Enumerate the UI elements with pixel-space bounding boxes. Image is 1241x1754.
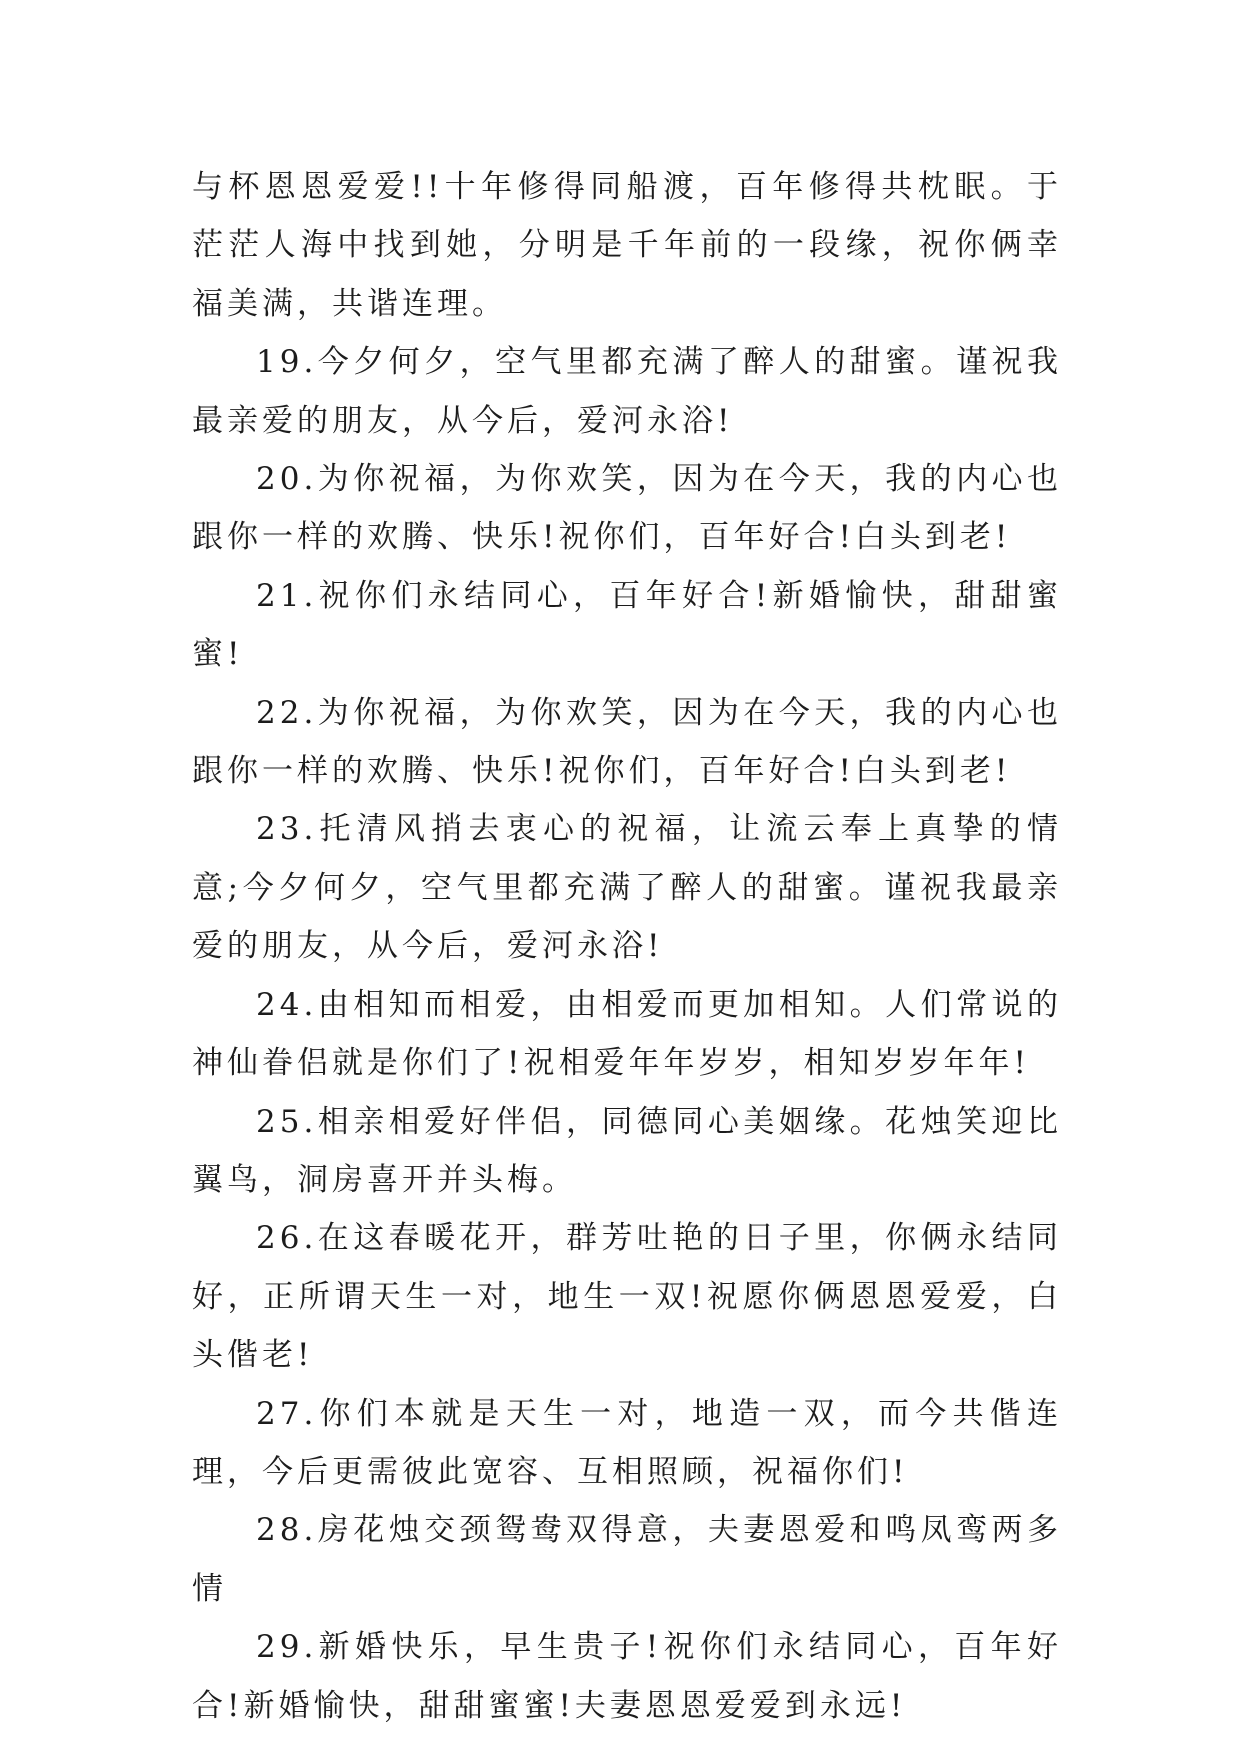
paragraph-22: 22.为你祝福，为你欢笑，因为在今天，我的内心也跟你一样的欢腾、快乐!祝你们，百年好合!白头到老! <box>192 694 1062 790</box>
paragraph-29: 29.新婚快乐，早生贵子!祝你们永结同心，百年好合!新婚愉快，甜甜蜜蜜!夫妻恩恩爱爱到永远! <box>192 1629 1062 1724</box>
paragraph-21: 21.祝你们永结同心，百年好合!新婚愉快，甜甜蜜蜜! <box>192 577 1062 673</box>
paragraph-18-continuation: 与杯恩恩爱爱!!十年修得同船渡，百年修得共枕眠。于茫茫人海中找到她，分明是千年前的一段缘，祝你俩幸福美满，共谐连理。 <box>192 169 1062 322</box>
paragraph-27: 27.你们本就是天生一对，地造一双，而今共偕连理，今后更需彼此宽容、互相照顾，祝福你们! <box>192 1395 1062 1490</box>
paragraph-26: 26.在这春暖花开，群芳吐艳的日子里，你俩永结同好，正所谓天生一对，地生一双!祝愿你俩恩恩爱爱，白头偕老! <box>192 1220 1062 1374</box>
document-body <box>192 158 1062 1735</box>
paragraph-28: 28.房花烛交颈鸳鸯双得意，夫妻恩爱和鸣凤鸾两多情 <box>192 1512 1062 1607</box>
paragraph-25: 25.相亲相爱好伴侣，同德同心美姻缘。花烛笑迎比翼鸟，洞房喜开并头梅。 <box>192 1103 1062 1198</box>
paragraph-19: 19.今夕何夕，空气里都充满了醉人的甜蜜。谨祝我最亲爱的朋友，从今后，爱河永浴! <box>192 344 1062 439</box>
paragraph-24: 24.由相知而相爱，由相爱而更加相知。人们常说的神仙眷侣就是你们了!祝相爱年年岁岁，相知岁岁年年! <box>192 986 1062 1082</box>
paragraph-20: 20.为你祝福，为你欢笑，因为在今天，我的内心也跟你一样的欢腾、快乐!祝你们，百年好合!白头到老! <box>192 461 1062 556</box>
paragraph-23: 23.托清风捎去衷心的祝福，让流云奉上真挚的情意;今夕何夕，空气里都充满了醉人的甜蜜。谨祝我最亲爱的朋友，从今后，爱河永浴! <box>192 811 1062 965</box>
